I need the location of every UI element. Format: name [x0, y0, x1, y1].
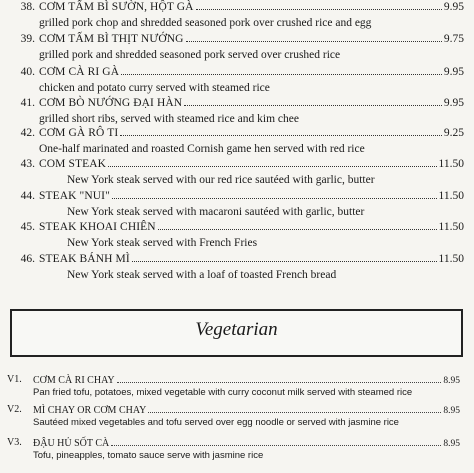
menu-item — [0, 157, 474, 190]
item-description: chicken and potato curry served with steamed rice — [39, 82, 270, 94]
item-description: Sautéed mixed vegetables and tofu served over egg noodle or served with jasmine rice — [33, 417, 399, 428]
leader-dots — [196, 8, 442, 10]
leader-dots — [132, 260, 437, 262]
menu-item — [0, 374, 474, 407]
section-title: Vegetarian — [195, 319, 278, 340]
menu-item — [0, 404, 474, 437]
item-description: grilled pork chop and shredded seasoned pork over crushed rice and egg — [39, 17, 372, 29]
item-number: 46. — [20, 253, 35, 265]
item-description: grilled short ribs, served with steamed rice and kim chee — [39, 113, 299, 125]
menu-item — [0, 252, 474, 285]
item-price: 9.25 — [443, 127, 464, 139]
leader-dots — [186, 40, 442, 42]
item-title-row — [39, 189, 464, 204]
item-price: 11.50 — [438, 221, 464, 233]
item-name: STEAK KHOAI CHIÊN — [39, 221, 156, 233]
item-price: 11.50 — [438, 158, 464, 170]
item-description: New York steak served with our red rice sautéed with garlic, butter — [67, 174, 375, 186]
item-title-row — [39, 126, 464, 141]
item-price: 9.95 — [443, 1, 464, 13]
item-name: CƠM TẤM BÌ THỊT NƯỚNG — [39, 33, 184, 45]
item-number: V1. — [7, 374, 22, 385]
item-number: 45. — [20, 221, 35, 233]
menu-item — [0, 0, 474, 33]
item-description: New York steak served with macaroni sautéed with garlic, butter — [67, 206, 365, 218]
item-name: STEAK BÁNH MÌ — [39, 253, 130, 265]
item-description: Pan fried tofu, potatoes, mixed vegetable with curry coconut milk served with steamed rice — [33, 387, 413, 398]
leader-dots — [121, 73, 442, 75]
item-price: 8.95 — [443, 406, 460, 416]
item-title-row — [39, 157, 464, 172]
item-description: Tofu, pineapples, tomato sauce serve with jasmine rice — [33, 450, 264, 461]
leader-dots — [120, 134, 442, 136]
item-name: COM STEAK — [39, 158, 107, 170]
item-name: MÌ CHAY OR CƠM CHAY — [33, 405, 147, 416]
leader-dots — [111, 444, 441, 446]
leader-dots — [158, 228, 437, 230]
item-description: New York steak served with a loaf of toasted French bread — [67, 269, 337, 281]
item-name: CƠM BÒ NƯỚNG ĐẠI HÀN — [39, 97, 183, 109]
leader-dots — [148, 411, 441, 413]
item-name: CƠM GÀ RÔ TI — [39, 127, 119, 139]
item-name: CƠM TẤM BÌ SƯỜN, HỘT GÀ — [39, 1, 194, 13]
item-number: V2. — [7, 404, 22, 415]
item-description: grilled pork and shredded seasoned pork served over crushed rice — [39, 49, 341, 61]
item-title-row — [39, 65, 464, 80]
leader-dots — [117, 381, 442, 383]
item-number: 41. — [20, 97, 35, 109]
item-title-row — [33, 404, 460, 418]
menu-item — [0, 220, 474, 253]
menu-item — [0, 65, 474, 98]
menu-item — [0, 126, 474, 159]
item-number: 43. — [20, 158, 35, 170]
item-number: V3. — [7, 437, 22, 448]
item-title-row — [33, 374, 460, 388]
menu-item — [0, 96, 474, 129]
item-title-row — [39, 252, 464, 267]
item-price: 11.50 — [438, 253, 464, 265]
item-number: 39. — [20, 33, 35, 45]
menu-item — [0, 189, 474, 222]
item-name: CƠM CÀ RI CHAY — [33, 375, 115, 386]
item-price: 8.95 — [443, 376, 460, 386]
item-number: 44. — [20, 190, 35, 202]
menu-item — [0, 437, 474, 470]
item-price: 11.50 — [438, 190, 464, 202]
item-title-row — [33, 437, 460, 451]
item-title-row — [39, 96, 464, 111]
item-price: 9.95 — [443, 97, 464, 109]
item-title-row — [39, 0, 464, 15]
item-description: One-half marinated and roasted Cornish game hen served with red rice — [39, 143, 365, 155]
item-price: 9.95 — [443, 66, 464, 78]
item-number: 38. — [20, 1, 35, 13]
item-number: 40. — [20, 66, 35, 78]
section-header-box — [10, 309, 463, 357]
item-price: 8.95 — [443, 439, 460, 449]
leader-dots — [108, 165, 437, 167]
menu-item — [0, 32, 474, 65]
leader-dots — [184, 104, 442, 106]
item-name: CƠM CÀ RI GÀ — [39, 66, 120, 78]
item-price: 9.75 — [443, 33, 464, 45]
item-title-row — [39, 220, 464, 235]
item-number: 42. — [20, 127, 35, 139]
item-description: New York steak served with French Fries — [67, 237, 258, 249]
item-name: STEAK "NUI" — [39, 190, 110, 202]
leader-dots — [112, 197, 437, 199]
item-title-row — [39, 32, 464, 47]
item-name: ĐẬU HỦ SỐT CÀ — [33, 438, 110, 449]
